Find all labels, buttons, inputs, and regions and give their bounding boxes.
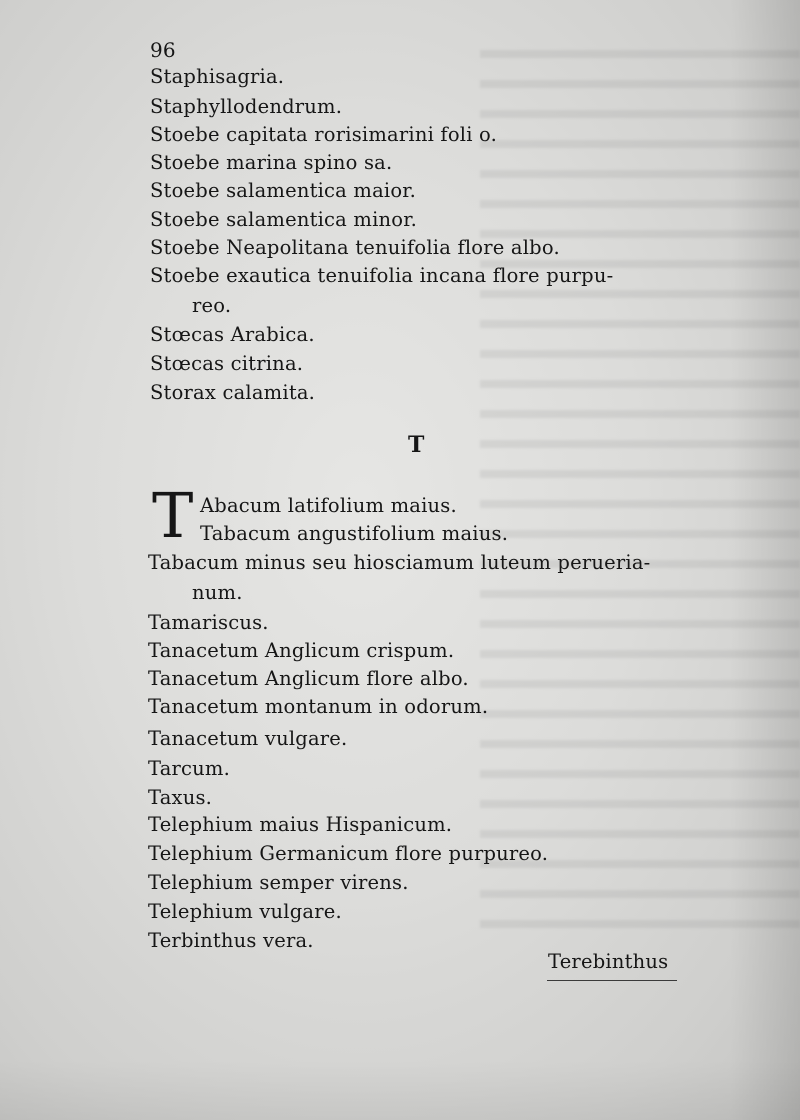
entry-line: Tabacum minus seu hiosciamum luteum perueria- — [148, 551, 651, 574]
entry-line: Tanacetum Anglicum flore albo. — [148, 667, 469, 690]
entry-line: Tanacetum Anglicum crispum. — [148, 639, 455, 662]
entry-line: Stoebe capitata rorisimarini foli o. — [150, 123, 498, 146]
entry-line: Tamariscus. — [148, 611, 269, 634]
entry-line: Tarcum. — [148, 757, 231, 780]
entry-line: Telephium maius Hispanicum. — [148, 813, 453, 836]
page-number: 96 — [150, 38, 176, 62]
entry-line: Stœcas citrina. — [150, 352, 304, 375]
entry-line: Tabacum angustifolium maius. — [200, 522, 509, 545]
entry-line: Telephium semper virens. — [148, 871, 409, 894]
entry-line: Storax calamita. — [150, 381, 316, 404]
entry-line: Staphyllodendrum. — [150, 95, 343, 118]
entry-line: Stoebe salamentica maior. — [150, 179, 417, 202]
entry-line: Tanacetum montanum in odorum. — [148, 695, 489, 718]
entry-line: Stœcas Arabica. — [150, 323, 315, 346]
page-bottom-shadow — [0, 1060, 800, 1120]
catchword-rule — [547, 980, 677, 981]
entry-line: Telephium Germanicum flore purpureo. — [148, 842, 549, 865]
entry-line: Taxus. — [148, 786, 213, 809]
entry-line: Staphisagria. — [150, 65, 285, 88]
section-letter: T — [408, 432, 425, 458]
drop-cap: T — [152, 479, 194, 552]
entry-line: Stoebe Neapolitana tenuifolia flore albo. — [150, 236, 560, 259]
catchword: Terebinthus — [548, 950, 669, 973]
page-edge-shadow — [730, 0, 800, 1120]
entry-line: Telephium vulgare. — [148, 900, 342, 923]
entry-line: Stoebe exautica tenuifolia incana flore purpu- — [150, 264, 614, 287]
entry-line-continuation: num. — [192, 581, 243, 604]
entry-line: Tanacetum vulgare. — [148, 727, 348, 750]
entry-line: Stoebe marina spino sa. — [150, 151, 393, 174]
entry-line: Terbinthus vera. — [148, 929, 314, 952]
entry-line-continuation: reo. — [192, 294, 232, 317]
entry-line: Stoebe salamentica minor. — [150, 208, 418, 231]
entry-line: Abacum latifolium maius. — [200, 494, 457, 517]
